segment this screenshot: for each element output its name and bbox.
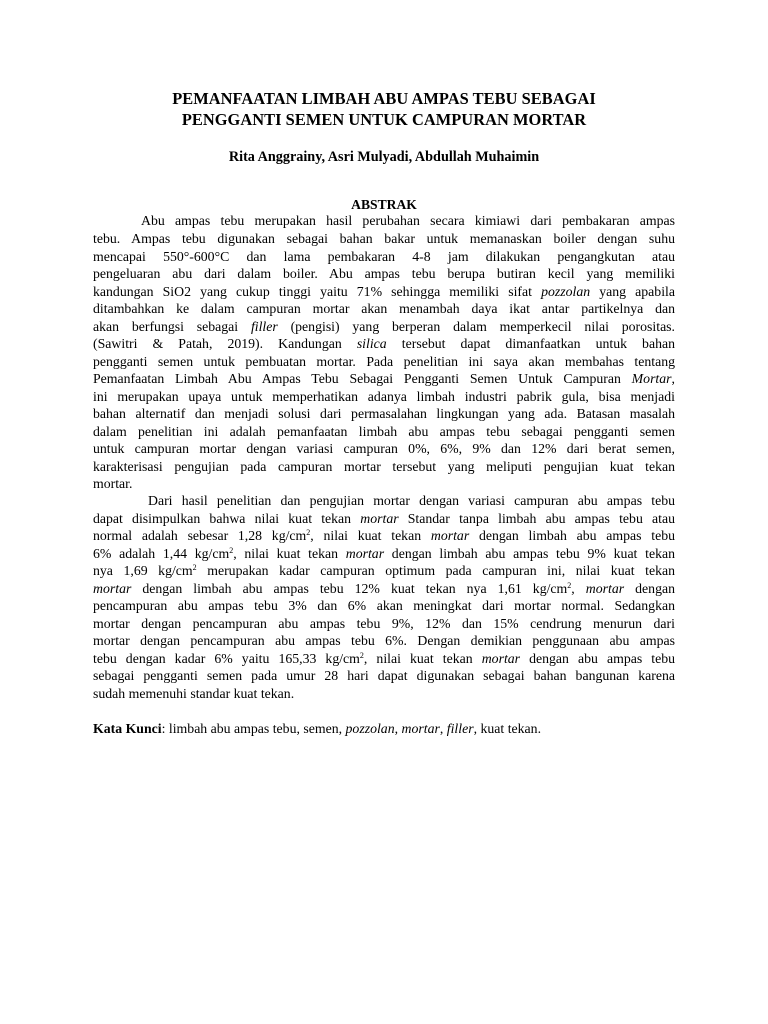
keyword-filler: filler xyxy=(446,721,474,736)
abstract-p2-line-3: normal adalah sebesar 1,28 $kg/cm^2$, nilai kuat tekan mortar dengan limbah abu ampas tebu xyxy=(93,528,675,543)
author-list: Rita Anggrainy, Asri Mulyadi, Abdullah Muhaimin xyxy=(228,149,540,165)
abstract-p2-line-6: mortar dengan limbah abu ampas tebu 12% kuat tekan nya 1,61 $kg/cm^2$, mortar dengan xyxy=(93,581,675,596)
abstract-p2-line-11: sebagai pengganti semen pada umur 28 hari dapat digunakan sebagai bahan bangunan karena xyxy=(93,668,675,683)
abstract-p1-line-13: dalam penelitian ini adalah pemanfaatan limbah abu ampas tebu sebagai pengganti semen xyxy=(93,424,675,439)
abstract-p1-line-7: akan berfungsi sebagai filler (pengisi) yang berperan dalam memperkecil nilai porositas. xyxy=(93,319,676,334)
abstract-p1-line-14: untuk campuran mortar dengan variasi campuran 0%, 6%, 9% dan 12% dari berat semen, xyxy=(93,441,675,456)
paper-title xyxy=(93,89,675,130)
title-line-2: PENGGANTI SEMEN UNTUK CAMPURAN MORTAR xyxy=(181,109,587,129)
abstract-p1-line-12: bahan alternatif dan menjadi solusi dari permasalahan lingkungan yang ada. Batasan masalah xyxy=(93,406,675,421)
keywords-label: Kata Kunci xyxy=(93,721,162,736)
abstract-p1-line-6: ditambahkan ke dalam campuran mortar akan menambah daya ikat antar partikelnya dan xyxy=(93,301,675,316)
abstract-p2-line-5: nya 1,69 $kg/cm^2$ merupakan kadar campuran optimum pada campuran ini, nilai kuat tekan xyxy=(93,563,675,578)
abstract-p1-line-2: tebu. Ampas tebu digunakan sebagai bahan bakar untuk memanaskan boiler dengan suhu xyxy=(93,231,675,246)
abstract-p1-line-9: pengganti semen untuk pembuatan mortar. Pada penelitian ini saya akan membahas tentang xyxy=(93,354,675,369)
abstract-p1-line-8: (Sawitri & Patah, 2019). Kandungan silica tersebut dapat dimanfaatkan untuk bahan xyxy=(93,336,675,351)
abstract-p1-line-10: Pemanfaatan Limbah Abu Ampas Tebu Sebagai Pengganti Semen Untuk Campuran Mortar, xyxy=(93,371,675,386)
keyword-mortar: mortar xyxy=(401,721,440,736)
abstract-p1-line-5: kandungan SiO2 yang cukup tinggi yaitu 71% sehingga memiliki sifat pozzolan yang apabila xyxy=(93,284,675,299)
abstract-p2-line-8: mortar dengan pencampuran abu ampas tebu 9%, 12% dan 15% cendrung menurun dari xyxy=(93,616,675,631)
paper-page xyxy=(93,0,675,1024)
abstract-p1-line-4: pengeluaran abu dari dalam boiler. Abu ampas tebu berupa butiran kecil yang memiliki xyxy=(93,266,675,281)
abstract-p2-line-10: tebu dengan kadar 6% yaitu 165,33 $kg/cm^2$, nilai kuat tekan mortar dengan abu ampas tebu xyxy=(93,651,676,666)
title-line-1: PEMANFAATAN LIMBAH ABU AMPAS TEBU SEBAGAI xyxy=(172,89,596,108)
abstract-p1-line-1: Abu ampas tebu merupakan hasil perubahan secara kimiawi dari pembakaran ampas xyxy=(141,213,675,228)
keywords-line: Kata Kunci: limbah abu ampas tebu, semen, pozzolan, mortar, filler, kuat tekan. xyxy=(93,721,542,736)
abstract-p1-line-3: mencapai 550°-600°C dan lama pembakaran 4-8 jam dilakukan pengangkutan atau xyxy=(93,249,675,264)
abstract-p2-line-4: 6% adalah 1,44 $kg/cm^2$, nilai kuat tekan mortar dengan limbah abu ampas tebu 9% kuat tekan xyxy=(93,546,676,561)
abstract-heading: ABSTRAK xyxy=(351,197,417,212)
abstract-p2-line-7: pencampuran abu ampas tebu 3% dan 6% akan meningkat dari mortar normal. Sedangkan xyxy=(93,598,675,613)
abstract-p1-line-15: karakterisasi pengujian pada campuran mortar tersebut yang meliputi pengujian kuat tekan xyxy=(93,459,675,474)
abstract-p2-line-1: Dari hasil penelitian dan pengujian mortar dengan variasi campuran abu ampas tebu xyxy=(148,493,675,508)
abstract-p2-line-12: sudah memenuhi standar kuat tekan. xyxy=(93,686,295,701)
abstract-p1-line-11: ini merupakan upaya untuk memperhatikan adanya limbah industri pabrik gula, bisa menjadi xyxy=(93,389,675,404)
abstract-p2-line-9: mortar dengan pencampuran abu ampas tebu 6%. Dengan demikian penggunaan abu ampas xyxy=(93,633,675,648)
keyword-pozzolan: pozzolan xyxy=(345,721,395,736)
abstract-p1-line-16: mortar. xyxy=(93,476,133,491)
abstract-p2-line-2: dapat disimpulkan bahwa nilai kuat tekan mortar Standar tanpa limbah abu ampas tebu atau xyxy=(93,511,675,526)
